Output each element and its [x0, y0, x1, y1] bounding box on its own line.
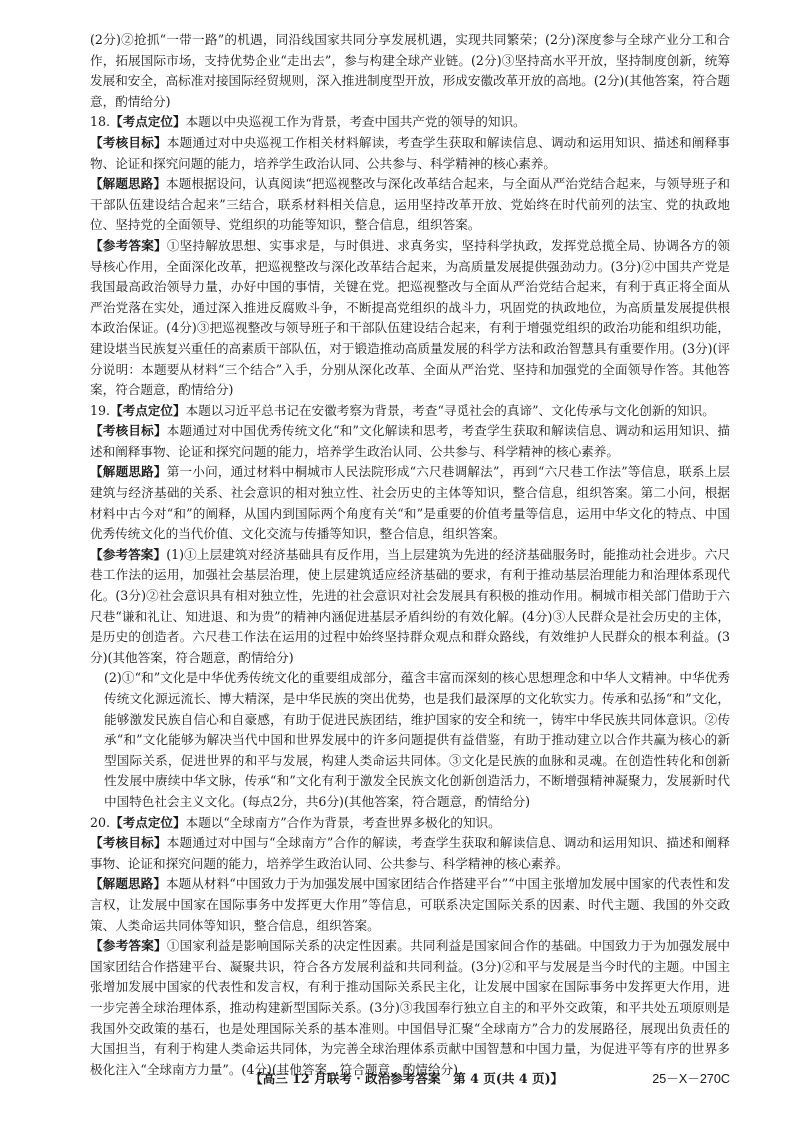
question-section: [90, 813, 730, 834]
continuation-paragraph: (2分)②抢抓“一带一路”的机遇，同沿线国家共同分享发展机遇，实现共同繁荣；(2分)深度参与全球产业分工和合作，拓展国际市场，支持优势企业“走出去”，参与构建全球产业链。(2分)③坚持高水平开放，坚持制度创新，统筹发展和安全，高标准对接国际经贸规则，深入推进制度型开放，形成安徽改革开放的高地。(2分)(其他答案，符合题意，酌情给分): [90, 32, 730, 109]
section-text: 本题以中央巡视工作为背景，考查中国共产党的领导的知识。: [185, 114, 526, 130]
section-text: (2)①“和”文化是中华优秀传统文化的重要组成部分，蕴含丰富而深刻的核心思想理念和中华人文精神。中华优秀传统文化源远流长、博大精深，是中华民族的突出优势，也是我们最深厚的文化软实力。传承和弘扬“和”文化，能够激发民族自信心和自豪感，有助于促进民族团结，维护国家的安全和统一，铸牢中华民族共同体意识。②传承“和”文化能够为解决当代中国和世界发展中的许多问题提供有益借鉴，有助于推动建立以合作共赢为核心的新型国际关系，促进世界的和平与发展，构建人类命运共同体。③文化是民族的血脉和灵魂。在创造性转化和创新性发展中赓续中华文脉，传承“和”文化有利于激发全民族文化创新创造活力，不断增强精神凝聚力，发展新时代中国特色社会主义文化。(每点2分，共6分)(其他答案，符合题意，酌情给分): [104, 670, 730, 809]
section-text: 本题以“全球南方”合作为背景，考查世界多极化的知识。: [185, 814, 501, 830]
footer-title: 【高三 12 月联考 · 政治参考答案 第 4 页(共 4 页)】: [250, 1071, 564, 1086]
answer-page-body: [90, 30, 730, 1080]
section-tag: 【参考答案】: [90, 938, 167, 954]
section-tag: 【考核目标】: [90, 835, 167, 851]
question-20: [90, 813, 730, 1081]
section-text: (1)①上层建筑对经济基础具有反作用，当上层建筑为先进的经济基础服务时，能推动社会进步。六尺巷工作法的运用，加强社会基层治理，使上层建筑适应经济基础的要求，有利于推动基层治理能力和治理体系现代化。(3分)②社会意识具有相对独立性，先进的社会意识对社会发展具有积极的推动作用。桐城市相关部门借助于六尺巷“谦和礼让、知进退、和为贵”的精神内涵促进基层矛盾纠纷的有效化解。(4分)③人民群众是社会历史的主体，是历史的创造者。六尺巷工作法在运用的过程中始终坚持群众观点和群众路线，有效维护人民群众的根本利益。(3分)(其他答案，符合题意，酌情给分): [90, 546, 731, 665]
section-tag: 【解题思路】: [90, 876, 166, 892]
section-text: 本题以习近平总书记在安徽考察为背景，考查“寻觅社会的真谛”、文化传承与文化创新的知识。: [185, 402, 715, 418]
section-tag: 【参考答案】: [90, 546, 167, 562]
section-text: 本题根据设问，认真阅读“把巡视整改与深化改革结合起来，与全面从严治党结合起来，与领导班子和干部队伍建设结合起来”三结合，联系材料相关信息，运用坚持改革开放、党始终在时代前列的法宝、党的执政地位、坚持党的全面领导、党组织的功能等知识，整合信息，组织答案。: [90, 176, 730, 233]
section-tag: 【解题思路】: [90, 176, 167, 192]
section-tag: 【解题思路】: [90, 464, 167, 480]
section-text: 本题从材料“中国致力于为加强发展中国家团结合作搭建平台”“中国主张增加发展中国家的代表性和发言权，让发展中国家在国际事务中发挥更大作用”等信息，可联系决定国际关系的因素、时代主题、我国的外交政策、人类命运共同体等知识，整合信息，组织答案。: [90, 876, 730, 933]
question-section: [90, 462, 730, 544]
question-section: [90, 421, 730, 462]
question-section: [90, 833, 730, 874]
section-tag: 【参考答案】: [90, 237, 167, 253]
question-section: [90, 401, 730, 422]
section-text: ①国家利益是影响国际关系的决定性因素。共同利益是国家间合作的基础。中国致力于为加强发展中国家团结合作搭建平台、凝聚共识，符合各方发展利益和共同利益。(3分)②和平与发展是当今时代的主题。中国主张增加发展中国家的代表性和发言权，有利于推动国际关系民主化，让发展中国家在国际事务中发挥更大作用，进一步完善全球治理体系，推动构建新型国际关系。(3分)③我国奉行独立自主的和平外交政策，和平共处五项原则是我国外交政策的基石，也是处理国际关系的基本准则。中国倡导汇聚“全球南方”合力的发展路径，展现出负责任的大国担当，有利于构建人类命运共同体，为完善全球治理体系贡献中国智慧和中国力量，为促进平等有序的世界多极化注入“全球南方力量”。(4分)(其他答案，符合题意，酌情给分): [90, 938, 731, 1077]
page-footer: [90, 1068, 730, 1090]
question-section: [90, 112, 730, 133]
question-number: 19.: [90, 402, 111, 418]
question-number: 20.: [90, 814, 111, 830]
question-section: [90, 545, 730, 669]
section-text: 本题通过对中央巡视工作相关材料解读，考查学生获取和解读信息、调动和运用知识、描述和阐释事物、论证和探究问题的能力，培养学生政治认同、公共参与、科学精神的核心素养。: [90, 134, 731, 171]
question-number: 18.: [90, 114, 111, 130]
section-tag: 【考核目标】: [90, 134, 167, 150]
question-section: [90, 936, 730, 1080]
question-section: [90, 668, 730, 812]
section-tag: 【考点定位】: [110, 402, 186, 418]
question-section: [90, 174, 730, 236]
section-tag: 【考点定位】: [110, 814, 186, 830]
question-19: [90, 401, 730, 813]
question-section: [90, 874, 730, 936]
footer-code: 25－X－270C: [652, 1072, 730, 1086]
section-text: 本题通过对中国与“全球南方”合作的解读，考查学生获取和解读信息、调动和运用知识、描述和阐释事物、论证和探究问题的能力，培养学生政治认同、公共参与、科学精神的核心素养。: [90, 835, 730, 871]
question-section: [90, 236, 730, 401]
section-text: ①坚持解放思想、实事求是，与时俱进、求真务实，坚持科学执政，发挥党总揽全局、协调各方的领导核心作用，全面深化改革，把巡视整改与深化改革结合起来，为高质量发展提供强劲动力。(3分)②中国共产党是我国最高政治领导力量，办好中国的事情，关键在党。把巡视整改与全面从严治党结合起来，有利于真正将全面从严治党落在实处，通过深入推进反腐败斗争，不断提高党组织的战斗力，巩固党的执政地位，为高质量发展提供根本政治保证。(4分)③把巡视整改与领导班子和干部队伍建设结合起来，有利于增强党组织的政治功能和组织功能，建设堪当民族复兴重任的高素质干部队伍，对于锻造推动高质量发展的科学方法和政治智慧具有重要作用。(3分)(评分说明：本题要从材料“三个结合”入手，分别从深化改革、全面从严治党、坚持和加强党的全面领导作答。其他答案，符合题意，酌情给分): [90, 237, 731, 398]
question-section: [90, 133, 730, 174]
question-18: [90, 112, 730, 400]
section-text: 第一小问，通过材料中桐城市人民法院形成“六尺巷调解法”，再到“六尺巷工作法”等信息，联系上层建筑与经济基础的关系、社会意识的相对独立性、社会历史的主体等知识，整合信息，组织答案。第二小问，根据材料中古今对“和”的阐释，从国内到国际两个角度有关“和”是重要的价值考量等信息，运用中华文化的特点、中国优秀传统文化的当代价值、文化交流与传播等知识，整合信息，组织答案。: [90, 464, 730, 542]
section-tag: 【考核目标】: [90, 423, 167, 439]
section-text: 本题通过对中国优秀传统文化“和”文化解读和思考，考查学生获取和解读信息、调动和运用知识、描述和阐释事物、论证和探究问题的能力，培养学生政治认同、公共参与、科学精神的核心素养。: [90, 423, 730, 459]
section-tag: 【考点定位】: [110, 114, 186, 130]
